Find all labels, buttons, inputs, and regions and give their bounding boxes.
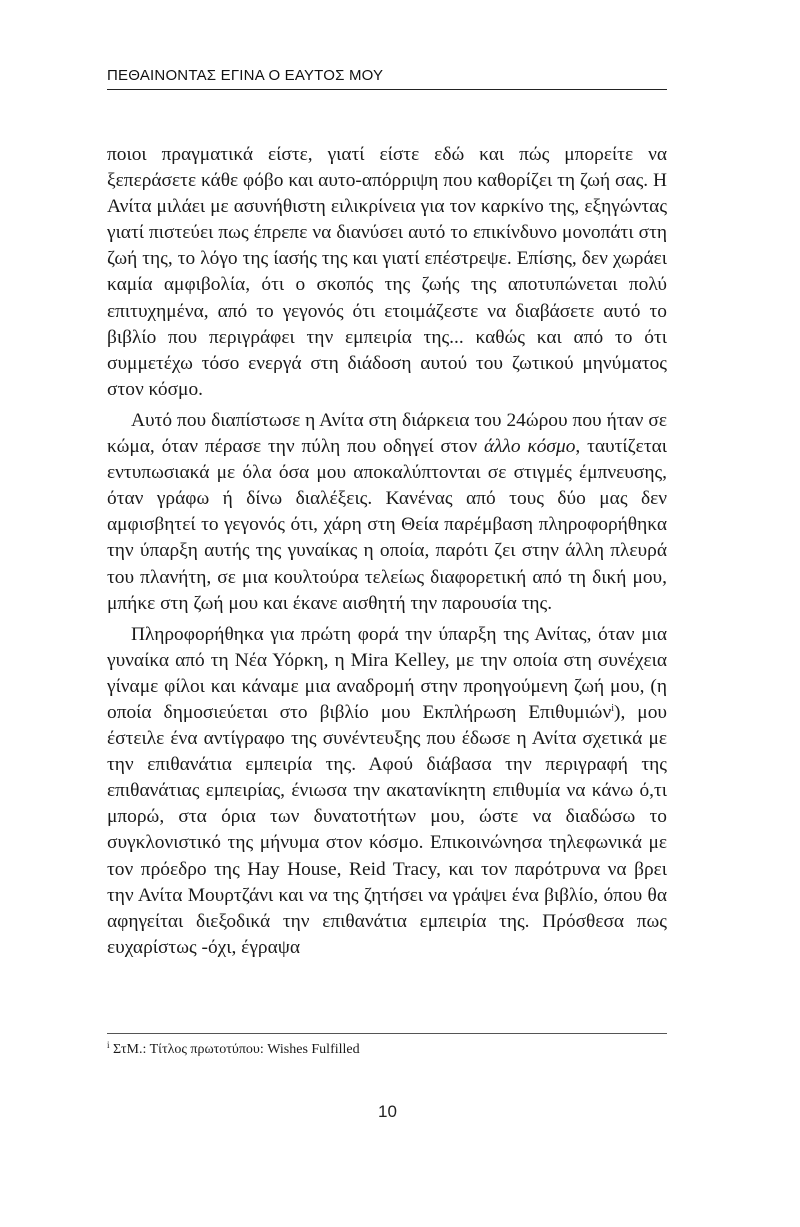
page-number: 10	[378, 1102, 397, 1121]
footnote-text: ΣτΜ.: Τίτλος πρωτοτύπου: Wishes Fulfilled	[109, 1042, 360, 1057]
paragraph-2-italic: άλλο κόσμο	[483, 436, 576, 458]
header-rule	[107, 89, 667, 90]
paragraph-3-text-b: ), μου έστειλε ένα αντίγραφο της συνέντευξης που έδωσε η Ανίτα σχετικά με την επιθανάτια εμπειρία της. Αφού διάβασα την περιγραφή της επιθανάτιας εμπειρίας, ένιωσα την ακατανίκητη επιθυμία να κάνω ό,τι μπορώ, στα όρια των δυνατοτήτων μου, ώστε να διαδώσω το συγκλονιστικό της μήνυμα στον κόσμο. Επικοινώνησα τηλεφωνικά με τον πρόεδρο της Hay House, Reid Tracy, και τον παρότρυνα να βρει την Ανίτα Μουρτζάνι και να της ζητήσει να γράψει ένα βιβλίο, όπου θα αφηγείται διεξοδικά την επιθανάτια εμπειρία της. Πρόσθεσα πως ευχαρίστως -όχι, έγραψα	[107, 701, 667, 958]
main-text	[107, 142, 667, 966]
paragraph-3	[107, 622, 667, 961]
footnote-reference: i	[611, 702, 614, 714]
paragraph-1: ποιοι πραγματικά είστε, γιατί είστε εδώ και πώς μπορείτε να ξεπεράσετε κάθε φόβο και αυτο-απόρριψη που καθορίζει τη ζωή σας. Η Ανίτα μιλάει με ασυνήθιστη ειλικρίνεια για τον καρκίνο της, εξηγώντας γιατί πιστεύει πως έπρεπε να διανύσει αυτό το επικίνδυνο μονοπάτι στη ζωή της, το λόγο της ίασής της και γιατί επέστρεψε. Επίσης, δεν χωράει καμία αμφιβολία, ότι ο σκοπός της ζωής της αποτυπώνεται πολύ επιτυχημένα, από το γεγονός ότι ετοιμάζεστε να διαβάσετε αυτό το βιβλίο που περιγράφει την εμπειρία της... καθώς και από το ότι συμμετέχω τόσο ενεργά στη διάδοση αυτού του ζωτικού μηνύματος στον κόσμο.	[107, 144, 667, 400]
footnote-rule	[107, 1033, 667, 1034]
paragraph-2-text-a: Αυτό που διαπίστωσε η Ανίτα στη διάρκεια του 24ώρου που ήταν σε κώμα, όταν πέρασε την πύλη που οδηγεί στον	[107, 409, 667, 458]
paragraph-3-text-a: Πληροφορήθηκα για πρώτη φορά την ύπαρξη της Ανίτας, όταν μια γυναίκα από τη Νέα Υόρκη, η Mira Kelley, με την οποία στη συνέχεια γίναμε φίλοι και κάναμε μια αναδρομή στην προηγούμενη ζωή μου, (η οποία δημοσιεύεται στο βιβλίο μου Εκπλήρωση Επιθυμιών	[107, 623, 667, 723]
footnote-marker: i	[107, 1040, 110, 1050]
footnote	[107, 1041, 667, 1059]
paragraph-2-text-b: , ταυτίζεται εντυπωσιακά με όλα όσα μου αποκαλύπτονται σε στιγμές έμπνευσης, όταν γράφω ή δίνω διαλέξεις. Κανένας από τους δύο μας δεν αμφισβητεί το γεγονός ότι, χάρη στη Θεία παρέμβαση πληροφορήθηκα την ύπαρξη αυτής της γυναίκας η οποία, παρότι ζει στην άλλη πλευρά του πλανήτη, σε μια κουλτούρα τελείως διαφορετική από τη δική μου, μπήκε στη ζωή μου και έκανε αισθητή την παρουσία της.	[107, 436, 667, 614]
paragraph-2	[107, 408, 667, 617]
running-head-title: ΠΕΘΑΙΝΟΝΤΑΣ ΕΓΙΝΑ Ο ΕΑΥΤΟΣ ΜΟΥ	[107, 67, 384, 84]
